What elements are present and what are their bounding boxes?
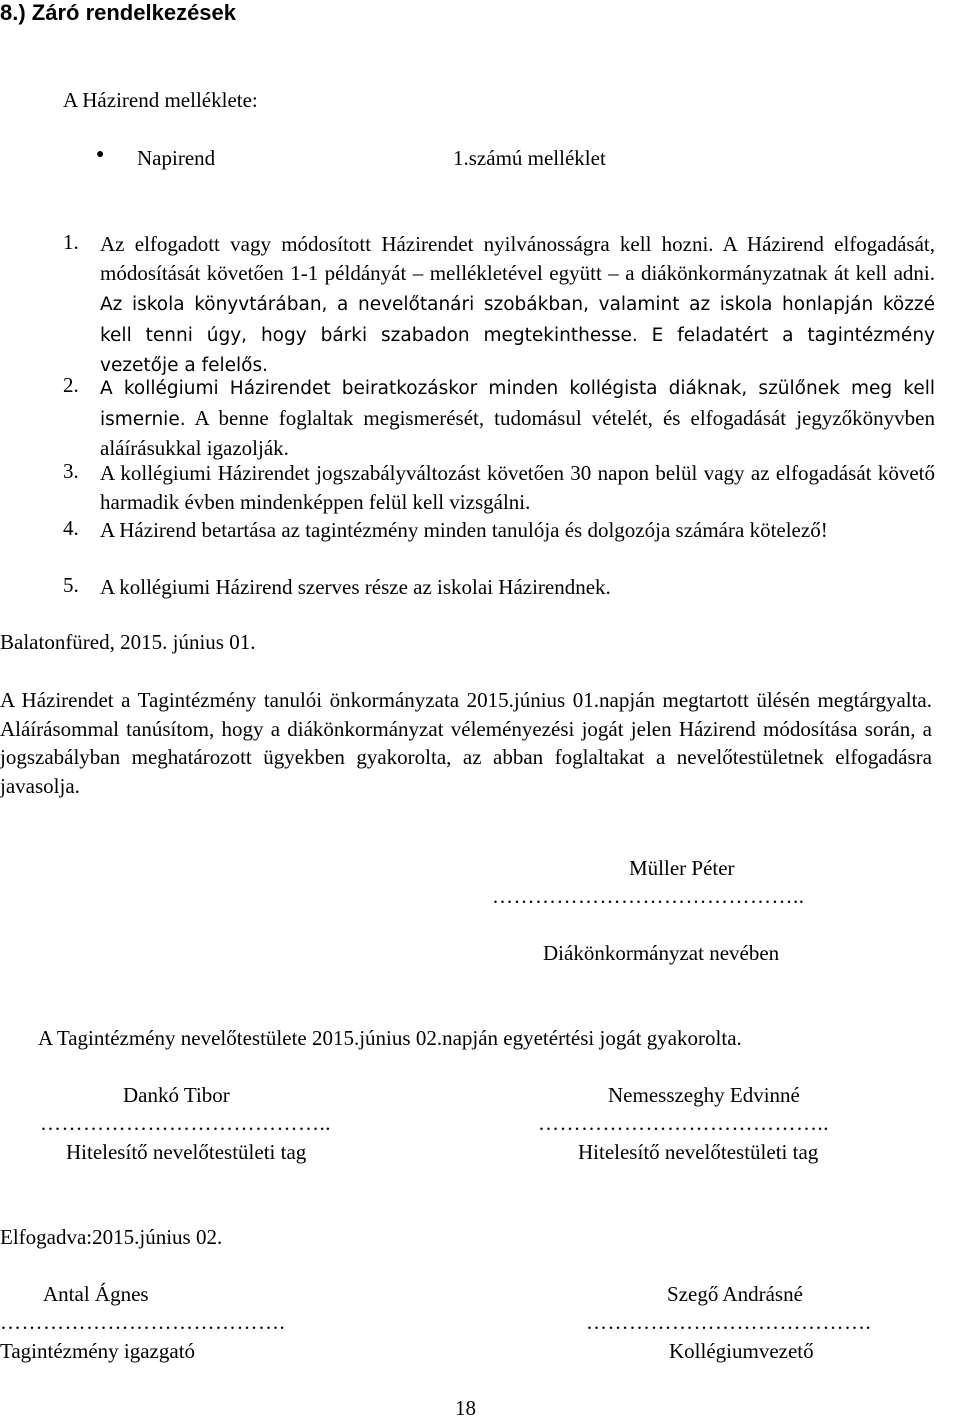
- page-number: 18: [455, 1396, 476, 1420]
- list-item: [100, 230, 935, 381]
- staff-signer-name: Nemesszeghy Edvinné: [608, 1083, 800, 1107]
- list-item-number: 3.: [63, 459, 79, 483]
- appendix-reference: 1.számú melléklet: [453, 146, 606, 170]
- final-signer-role: Tagintézmény igazgató: [0, 1339, 196, 1363]
- list-item: A kollégiumi Házirendet jogszabályváltozást követően 30 napon belül vagy az elfogadását követő harmadik évben mindenképpen felül kell vizsgálni.: [100, 461, 935, 514]
- appendix-item: Napirend: [137, 146, 216, 170]
- list-item-number: 4.: [63, 516, 79, 540]
- signature-line: ……………………………………..: [492, 884, 805, 908]
- list-item-text: A kollégiumi Házirendet beiratkozáskor minden kollégista diáknak, szülőnek meg kell ismernie.: [100, 378, 935, 430]
- list-item-number: 5.: [63, 573, 79, 597]
- student-signer-role: Diákönkormányzat nevében: [543, 941, 780, 965]
- student-signer-name: Müller Péter: [629, 856, 735, 880]
- rules-list: [63, 0, 935, 600]
- final-signer-role: Kollégiumvezető: [669, 1339, 814, 1363]
- signature-line: ………………………………….: [0, 1310, 286, 1334]
- list-item: A Házirend betartása az tagintézmény minden tanulója és dolgozója számára kötelező!: [100, 518, 828, 542]
- staff-statement: A Tagintézmény nevelőtestülete 2015.június 02.napján egyetértési jogát gyakorolta.: [38, 1026, 742, 1050]
- signature-line: …………………………………..: [538, 1111, 829, 1135]
- list-item: [100, 373, 935, 463]
- list-item-number: 1.: [63, 230, 79, 254]
- accepted-date: Elfogadva:2015.június 02.: [0, 1225, 223, 1249]
- list-item-text: Az elfogadott vagy módosított Házirendet nyilvánosságra kell hozni. A Házirend elfogadását, módosítását követően 1-1 példányát – mellékletével együtt – a diákönkormányzatnak át kell adni.: [100, 232, 935, 285]
- place-date: Balatonfüred, 2015. június 01.: [0, 630, 256, 654]
- appendix-title: A Házirend melléklete:: [63, 88, 258, 112]
- final-signer-name: Szegő Andrásné: [667, 1282, 803, 1306]
- signature-line: …………………………………..: [40, 1111, 331, 1135]
- staff-signer-role: Hitelesítő nevelőtestületi tag: [66, 1140, 307, 1164]
- list-item-text: A benne foglaltak megismerését, tudomásul vételét, és elfogadását jegyzőkönyvben aláírásukkal igazolják.: [100, 405, 935, 461]
- signature-line: ………………………………….: [586, 1310, 872, 1334]
- staff-signer-name: Dankó Tibor: [123, 1083, 230, 1107]
- staff-signer-role: Hitelesítő nevelőtestületi tag: [578, 1140, 819, 1164]
- list-item: A kollégiumi Házirend szerves része az iskolai Házirendnek.: [100, 575, 611, 599]
- bullet-icon: ●: [96, 147, 105, 162]
- student-statement: A Házirendet a Tagintézmény tanulói önkormányzata 2015.június 01.napján megtartott ülésén megtárgyalta. Aláírásommal tanúsítom, hogy a diákönkormányzat véleményezési jogát jelen Házirend módosítása során, a jogszabályban meghatározott ügyekben gyakorolta, az abban foglaltakat a nevelőtestületnek elfogadásra javasolja.: [0, 688, 932, 798]
- section-heading: 8.) Záró rendelkezések: [0, 0, 237, 25]
- list-item-text: Az iskola könyvtárában, a nevelőtanári szobákban, valamint az iskola honlapján közzé kell tenni úgy, hogy bárki szabadon megtekinthesse. E feladatért a tagintézmény vezetője a felelős.: [100, 294, 935, 377]
- list-item-number: 2.: [63, 373, 79, 397]
- final-signer-name: Antal Ágnes: [43, 1282, 149, 1306]
